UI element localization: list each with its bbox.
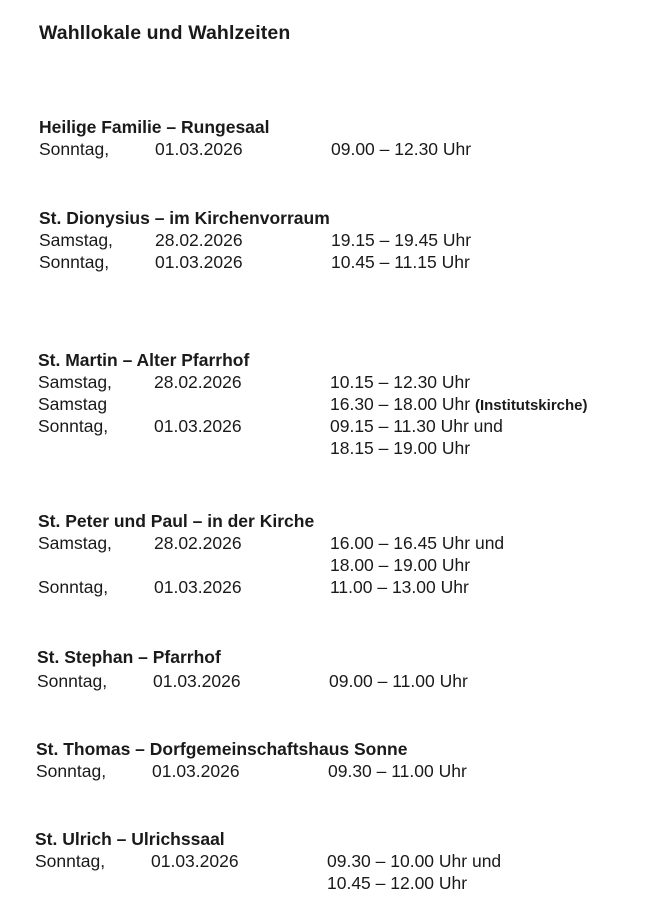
- location-name: Heilige Familie – Rungesaal: [39, 117, 270, 137]
- schedule-row: [35, 850, 502, 872]
- date: 28.02.2026: [155, 230, 243, 250]
- section-st-dionysius: [39, 207, 472, 273]
- date: 01.03.2026: [155, 139, 243, 159]
- section-st-stephan: [37, 646, 468, 692]
- time: 09.30 – 10.00 Uhr und: [327, 851, 502, 871]
- day: Samstag,: [38, 372, 112, 392]
- day: Sonntag,: [38, 416, 109, 436]
- day: Sonntag,: [35, 851, 106, 871]
- schedule-row: [38, 532, 505, 554]
- schedule-row: [38, 371, 471, 393]
- day: Sonntag,: [38, 577, 109, 597]
- time-with-note: [330, 393, 588, 417]
- date: 01.03.2026: [152, 761, 240, 781]
- schedule-row: [37, 670, 468, 692]
- time: 16.00 – 16.45 Uhr und: [330, 533, 505, 553]
- location-name: St. Ulrich – Ulrichssaal: [35, 829, 225, 849]
- time: 09.15 – 11.30 Uhr und: [330, 416, 503, 436]
- section-st-thomas: [36, 738, 467, 782]
- day: Samstag,: [38, 533, 112, 553]
- schedule-row: [39, 229, 472, 251]
- day: Sonntag,: [37, 671, 108, 691]
- time: 10.45 – 11.15 Uhr: [331, 252, 470, 272]
- date: 28.02.2026: [154, 372, 242, 392]
- location-name: St. Stephan – Pfarrhof: [37, 647, 221, 667]
- schedule-row: [38, 437, 471, 459]
- section-st-martin: [38, 349, 588, 459]
- schedule-row: [35, 872, 468, 894]
- schedule-row: [38, 415, 503, 437]
- page-title: Wahllokale und Wahlzeiten: [39, 22, 291, 44]
- date: 01.03.2026: [154, 577, 242, 597]
- location-note: (Institutskirche): [474, 397, 588, 414]
- day: Sonntag,: [39, 139, 110, 159]
- date: 01.03.2026: [151, 851, 239, 871]
- schedule-row: [39, 251, 470, 273]
- time: 09.00 – 11.00 Uhr: [329, 671, 468, 691]
- time: 11.00 – 13.00 Uhr: [330, 577, 469, 597]
- location-name: St. Martin – Alter Pfarrhof: [38, 350, 250, 370]
- time: 09.30 – 11.00 Uhr: [328, 761, 467, 781]
- time: 18.15 – 19.00 Uhr: [330, 438, 471, 458]
- date: 28.02.2026: [154, 533, 242, 553]
- schedule-row: [38, 554, 471, 576]
- day: Samstag: [38, 394, 108, 414]
- location-name: St. Dionysius – im Kirchenvorraum: [39, 208, 330, 228]
- time: 19.15 – 19.45 Uhr: [331, 230, 472, 250]
- time: 18.00 – 19.00 Uhr: [330, 555, 471, 575]
- time: 10.45 – 12.00 Uhr: [327, 873, 468, 893]
- date: 01.03.2026: [153, 671, 241, 691]
- date: 01.03.2026: [154, 416, 242, 436]
- time: 09.00 – 12.30 Uhr: [331, 139, 472, 159]
- schedule-row: [38, 393, 588, 415]
- location-name: St. Peter und Paul – in der Kirche: [38, 511, 315, 531]
- time: 16.30 – 18.00 Uhr: [330, 394, 471, 414]
- location-name: St. Thomas – Dorfgemeinschaftshaus Sonne: [36, 739, 408, 759]
- section-st-peter-und-paul: [38, 510, 505, 598]
- schedule-row: [38, 576, 469, 598]
- day: Samstag,: [39, 230, 113, 250]
- section-heilige-familie: [39, 116, 472, 160]
- schedule-row: [39, 138, 472, 160]
- time: 10.15 – 12.30 Uhr: [330, 372, 471, 392]
- section-st-ulrich: [35, 828, 502, 894]
- day: Sonntag,: [36, 761, 107, 781]
- day: Sonntag,: [39, 252, 110, 272]
- date: 01.03.2026: [155, 252, 243, 272]
- schedule-row: [36, 760, 467, 782]
